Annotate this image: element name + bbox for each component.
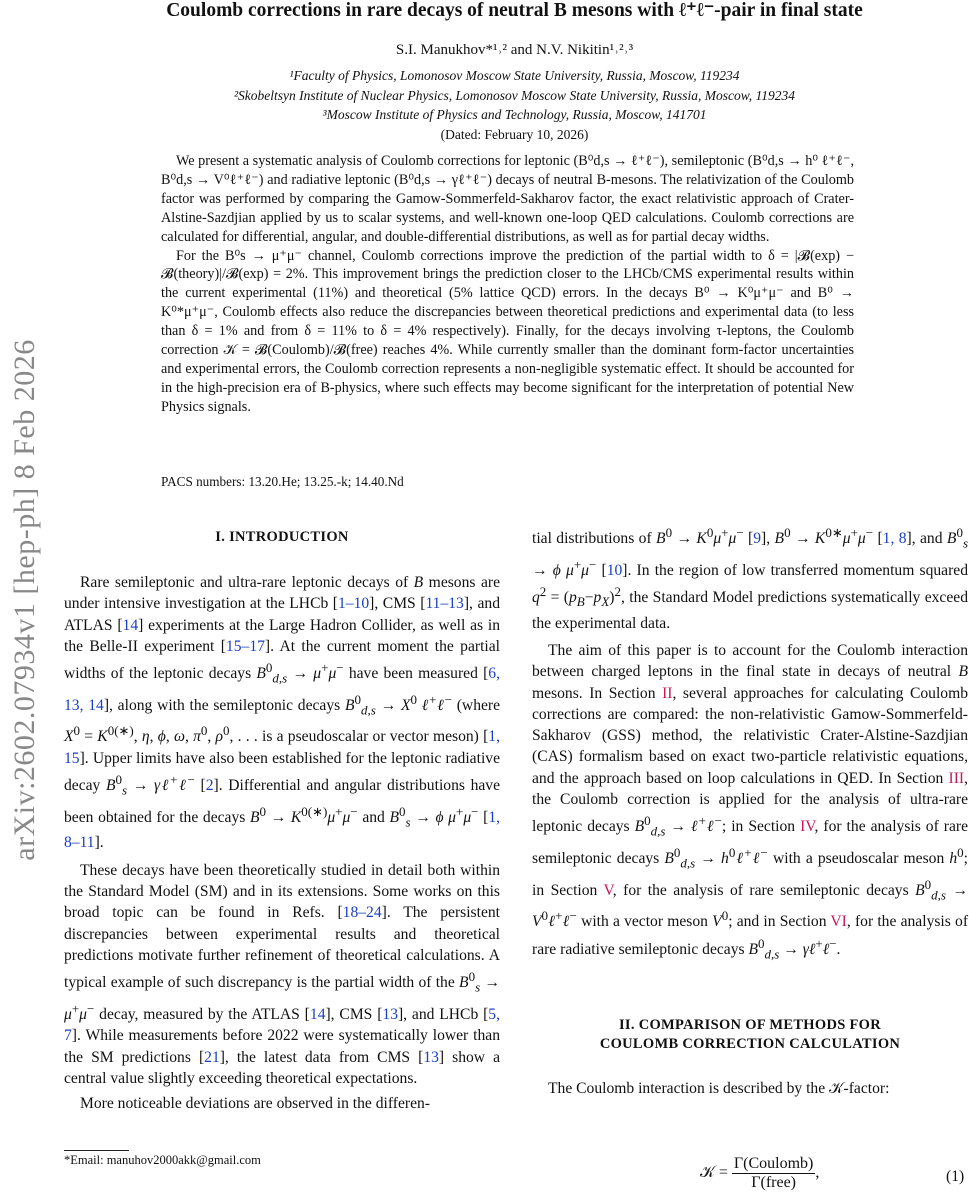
footnote-email: *Email: manuhov2000akk@gmail.com	[64, 1153, 261, 1167]
intro-paragraph-2: These decays have been theoretically studied in detail both within the Standard Model (SM) and in its extensions. Some works on this broad topic can be found in Refs. [18–24]. The persistent discrepancies between experimental results and theoretical predictions motivate further refinement of theoretical calculations. A typical example of such discrepancy is the partial width of the $B^0_s \to \mu^+\mu^-$ decay, measured by the ATLAS [14], CMS [13], and LHCb [5, 7]. While measurements before 2022 were systematically lower than the SM predictions [21], the latest data from CMS [13] show a central value slightly exceeding theoretical expectations.	[64, 861, 501, 1087]
citation-link[interactable]: 11–13	[425, 595, 464, 613]
dated-line: (Dated: February 10, 2026)	[440, 127, 589, 142]
equation-numerator: Γ(Coulomb)	[733, 1155, 814, 1172]
arxiv-stamp	[8, 339, 48, 861]
citation-link[interactable]: 6, 13, 14	[64, 665, 500, 714]
citation-link[interactable]: 13	[382, 1005, 398, 1023]
abstract-paragraph-1: We present a systematic analysis of Coulomb corrections for leptonic (B⁰d,s → ℓ⁺ℓ⁻), semileptonic (B⁰d,s → h⁰ ℓ⁺ℓ⁻, B⁰d,s → V⁰ℓ⁺ℓ⁻) and radiative leptonic (B⁰d,s → γℓ⁺ℓ⁻) decays of neutral B-mesons. The relativization of the Coulomb factor was performed by comparing the Gamow-Sommerfeld-Sakharov factor, the exact relativistic approach of Crater-Alstine-Sazdjian applied by us to scalar systems, and well-known one-loop QED calculations. Coulomb corrections are calculated for differential, angular, and double-differential distributions, as well as for partial decay widths.	[161, 153, 854, 245]
citation-link[interactable]: 1–10	[337, 595, 370, 613]
equation-tail: ,	[815, 1164, 820, 1182]
section-link[interactable]: IV	[800, 818, 815, 836]
affiliation-2: ²Skobeltsyn Institute of Nuclear Physics, Lomonosov Moscow State University, Russia, Moscow, 119234	[233, 88, 796, 103]
citation-link[interactable]: 1, 8–11	[64, 808, 501, 852]
citation-link[interactable]: 1, 8	[882, 530, 907, 548]
citation-link[interactable]: 18–24	[342, 904, 382, 922]
citation-link[interactable]: 2	[205, 777, 214, 795]
affiliation-1: ¹Faculty of Physics, Lomonosov Moscow State University, Russia, Moscow, 119234	[289, 68, 740, 83]
intro-paragraph-3: More noticeable deviations are observed in the differen-	[80, 1095, 430, 1113]
section-link[interactable]: V	[603, 881, 613, 899]
arxiv-stamp-text: arXiv:2602.07934v1 [hep-ph] 8 Feb 2026	[8, 339, 41, 861]
right-column	[532, 522, 968, 1100]
citation-link[interactable]: 9	[753, 530, 762, 548]
citation-link[interactable]: 10	[606, 561, 623, 579]
abstract-paragraph-2: For the B⁰s → μ⁺μ⁻ channel, Coulomb corrections improve the prediction of the partial width to δ = |𝓑(exp) − 𝓑(theory)|/𝓑(exp) = 2%. This improvement brings the prediction closer to the LHCb/CMS experimental results within the current experimental (11%) and theoretical (5% lattice QCD) errors. In the decays B⁰ → K⁰μ⁺μ⁻ and B⁰ → K⁰*μ⁺μ⁻, Coulomb effects also reduce the discrepancies between theoretical predictions and experimental data (to less than δ = 1% and from δ = 11% to δ = 4% respectively). Finally, for the decays involving τ-leptons, the Coulomb correction 𝒦 = 𝓑(Coulomb)/𝓑(free) reaches 4%. While currently smaller than the dominant form-factor uncertainties and experimental errors, the Coulomb correction represents a non-negligible systematic effect. It should be accounted for in the high-precision era of B-physics, where such effects may become significant for the interpretation of potential New Physics signals.	[161, 247, 854, 415]
paper-authors: S.I. Manukhov*¹˒² and N.V. Nikitin¹˒²˒³	[395, 42, 634, 58]
citation-link[interactable]: 13	[423, 1048, 439, 1066]
affiliation-3: ³Moscow Institute of Physics and Technology, Russia, Moscow, 141701	[322, 107, 707, 122]
paper-title: Coulomb corrections in rare decays of neutral B mesons with ℓ⁺ℓ⁻-pair in final state	[166, 0, 863, 21]
equation-number: (1)	[946, 1168, 965, 1185]
intro-paragraph-1: Rare semileptonic and ultra-rare leptonic decays of B mesons are under intensive investigation at the LHCb [1–10], CMS [11–13], and ATLAS [14] experiments at the Large Hadron Collider, as well as in the Belle-II experiment [15–17]. At the current moment the partial widths of the leptonic decays $B^0_{d,s} \to \mu^+\mu^-$ have been measured [6, 13, 14], along with the semileptonic decays $B^0_{d,s} \to X^0$ ℓ+ℓ− (where $X^0 = K^{0(∗)}$, η, ϕ, ω, $\pi^0$, $\rho^0$, . . . is a pseudoscalar or vector meson) [1, 15]. Upper limits have also been established for the leptonic radiative decay $B^0_s$ → γℓ+ℓ− [2]. Differential and angular distributions have been obtained for the decays $B^0 \to K^{0(∗)}\mu^+\mu^-$ and $B^0_s \to \phi$ μ+μ− [1, 8–11].	[64, 574, 501, 852]
left-column	[64, 528, 500, 1114]
citation-link[interactable]: 1, 15	[64, 728, 500, 767]
section-link[interactable]: III	[948, 769, 965, 787]
section-link[interactable]: II	[662, 684, 673, 702]
equation-1	[700, 1155, 819, 1192]
section-2-title-line-1: II. COMPARISON OF METHODS FOR	[618, 1017, 882, 1034]
equation-fraction	[732, 1155, 815, 1192]
section-2-intro: The Coulomb interaction is described by the 𝒦-factor:	[548, 1080, 890, 1098]
citation-link[interactable]: 14	[309, 1005, 326, 1023]
intro-paragraph-4: The aim of this paper is to account for the Coulomb interaction between charged leptons in the final state in decays of neutral B mesons. In Section II, several approaches for calculating Coulomb corrections are compared: the non-relativistic Gamow-Sommerfeld-Sakharov (GSS) method, the relativistic Crater-Alstine-Sazdjian (CAS) formalism based on exact two-particle relativistic equations, and the approach based on loop calculations in QED. In Section III, the Coulomb correction is applied for the analysis of ultra-rare leptonic decays $B^0_{d,s}$ → ℓ+ℓ−; in Section IV, for the analysis of rare semileptonic decays $B^0_{d,s}$ → $h^0\ell^+\ell^-$ with a pseudoscalar meson $h^0$; in Section V, for the analysis of rare semileptonic decays $B^0_{d,s}$ → $V^0\ell^+\ell^-$ with a vector meson $V^0$; and in Section VI, for the analysis of rare radiative semileptonic decays $B^0_{d,s}$ → γℓ+ℓ−.	[532, 641, 969, 961]
citation-link[interactable]: 21	[204, 1048, 220, 1066]
equation-lhs: 𝒦 =	[700, 1164, 728, 1182]
abstract	[161, 152, 854, 417]
pacs-numbers: PACS numbers: 13.20.He; 13.25.-k; 14.40.Nd	[161, 474, 404, 489]
citation-link[interactable]: 15–17	[225, 637, 265, 655]
intro-paragraph-3-cont: tial distributions of $B^0 \to K^0\mu^+\mu^-$ [9], $B^0 \to K^{0∗}\mu^+\mu^-$ [1, 8], and $B^0_s \to \phi$ μ+μ− [10]. In the region of low transferred momentum squared $q^2 = (p_B-p_X)^2$, the Standard Model predictions systematically exceed the experimental data.	[532, 525, 969, 632]
citation-link[interactable]: 14	[122, 616, 139, 634]
section-2-title-line-2: COULOMB CORRECTION CALCULATION	[599, 1036, 901, 1053]
equation-denominator: Γ(free)	[751, 1174, 796, 1191]
section-link[interactable]: VI	[830, 913, 847, 931]
section-1-title: I. INTRODUCTION	[215, 529, 349, 545]
citation-link[interactable]: 5, 7	[64, 1005, 500, 1045]
footnote-rule	[64, 1150, 129, 1151]
